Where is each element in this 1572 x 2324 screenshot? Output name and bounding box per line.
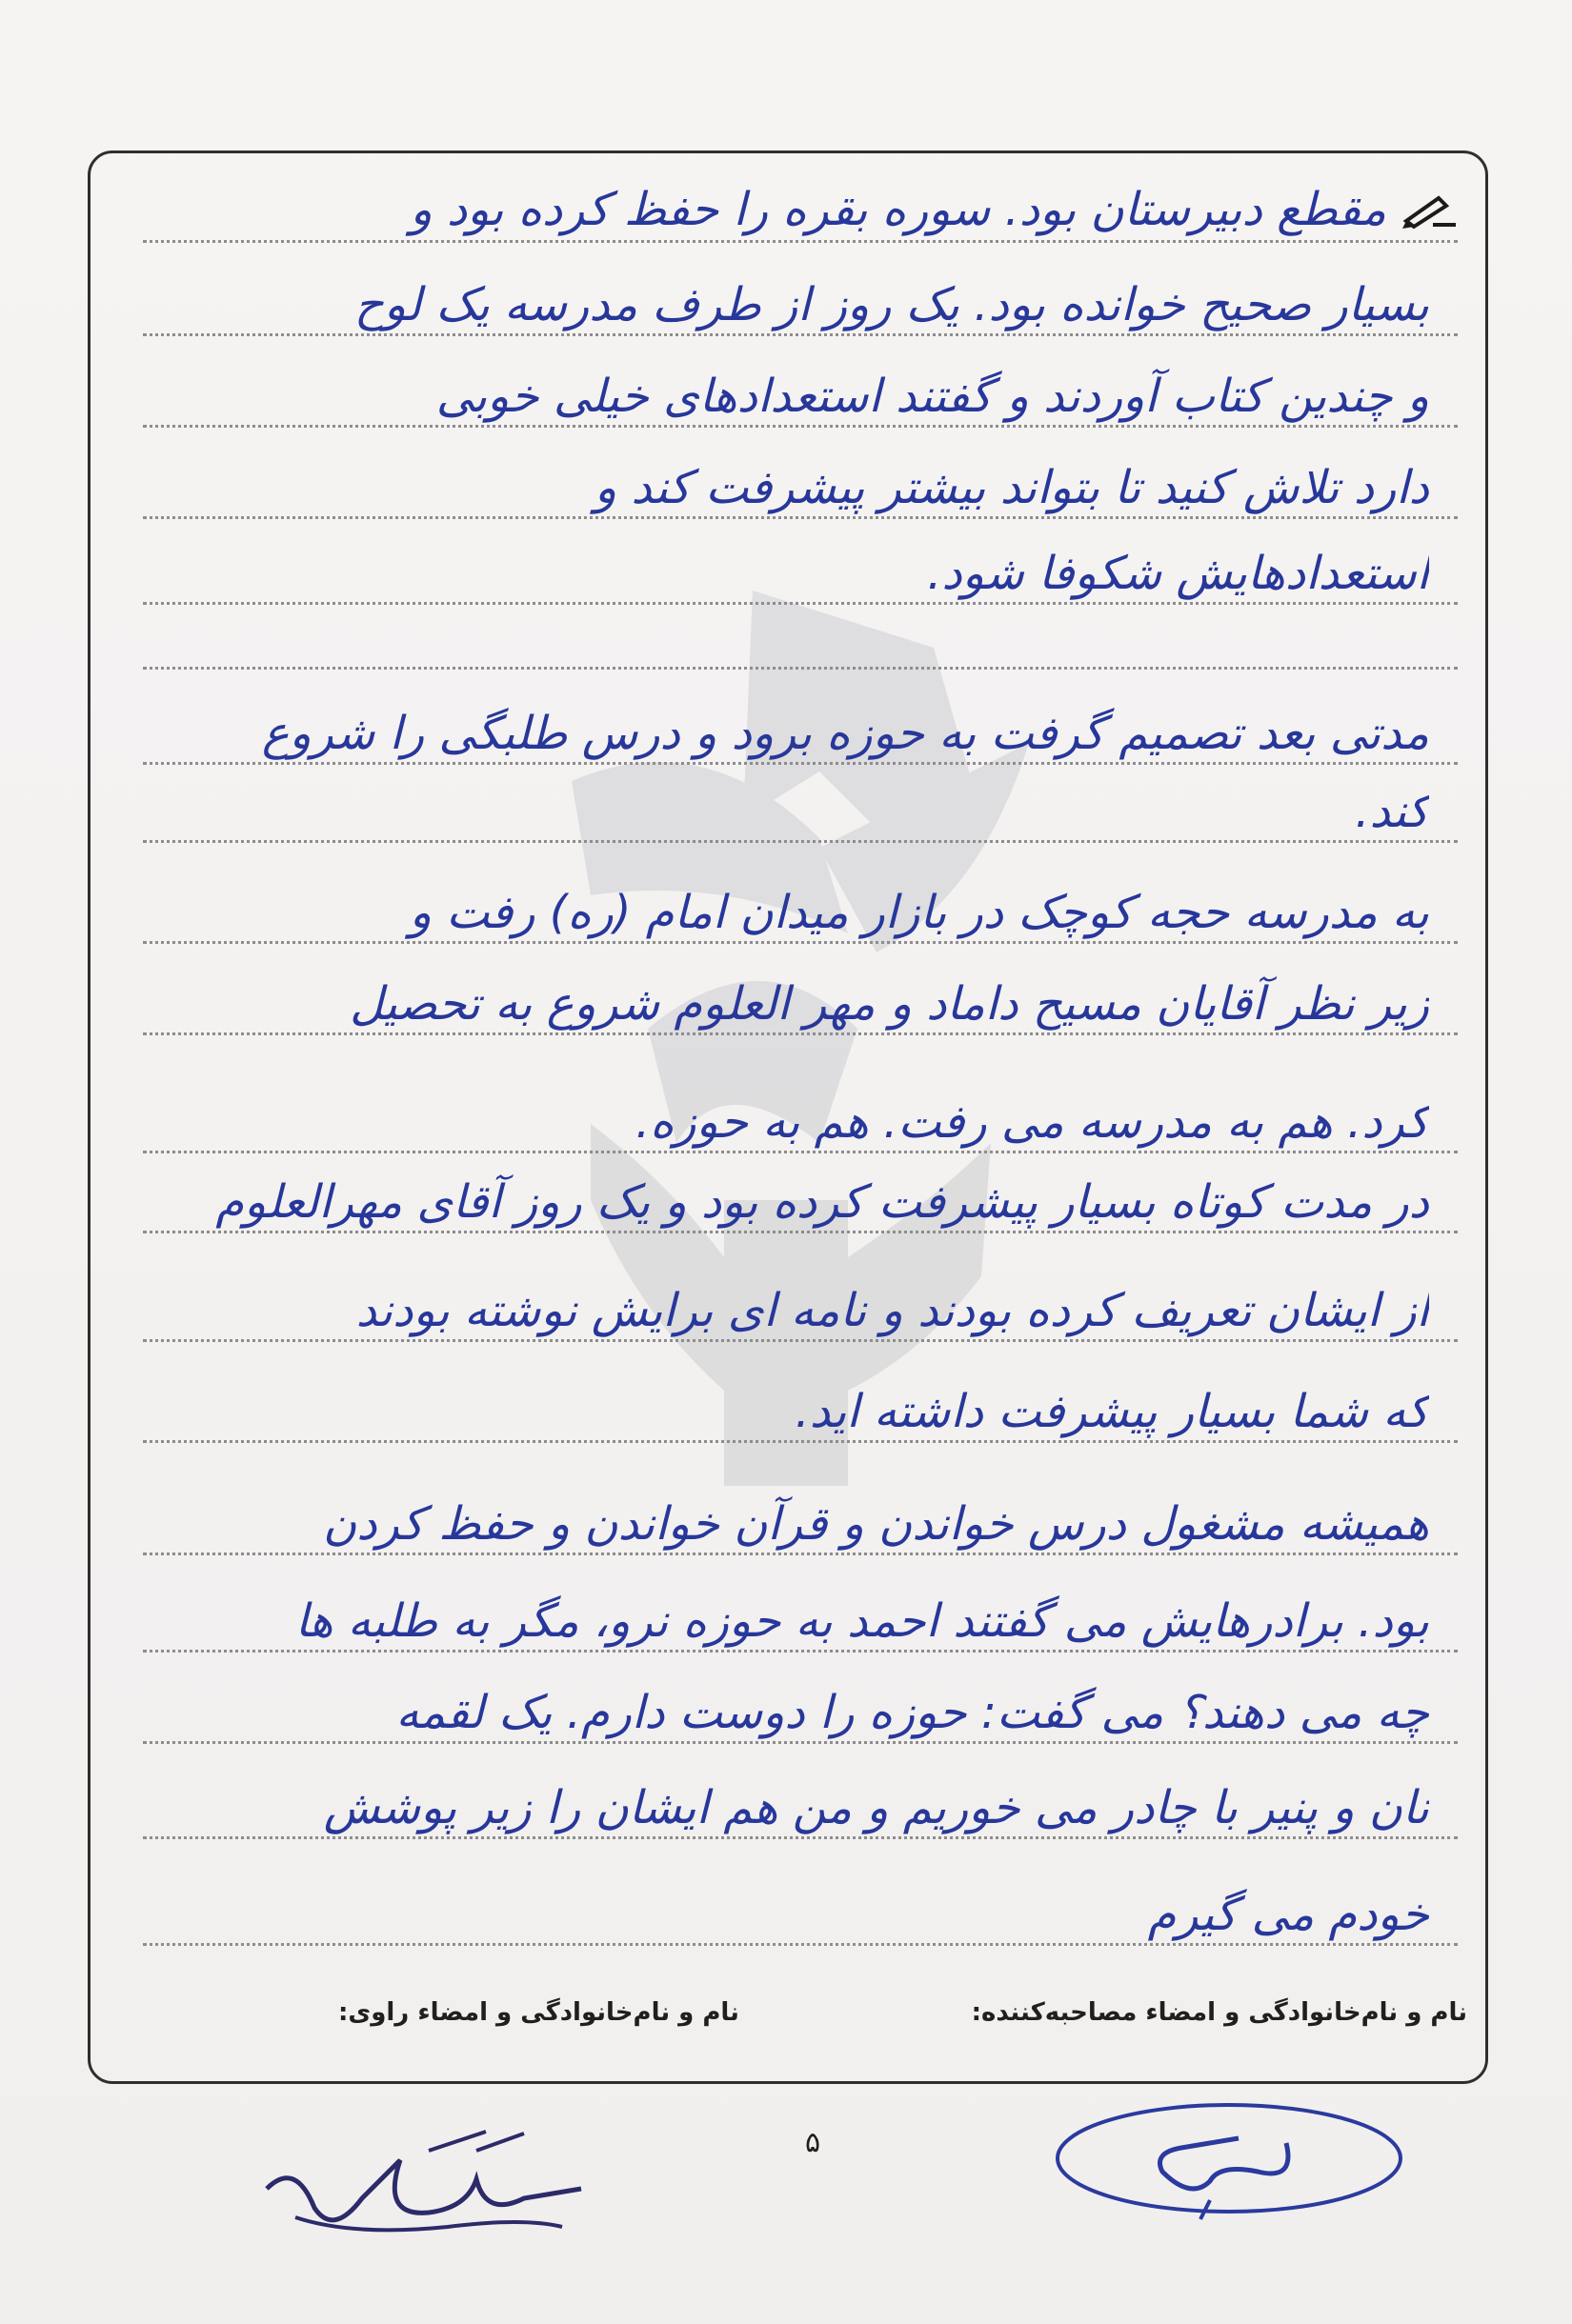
- ruled-line: [143, 240, 1458, 243]
- handwritten-line: خودم می گیرم: [1147, 1888, 1429, 1941]
- ruled-line: [143, 840, 1458, 843]
- handwritten-line: کند.: [1355, 785, 1429, 838]
- handwritten-signature-oval: [1048, 2095, 1410, 2229]
- interviewer-signature-label: نام و نام‌خانوادگی و امضاء مصاحبه‌کننده:: [971, 1998, 1467, 2027]
- ruled-line: [143, 602, 1458, 605]
- handwritten-line: همیشه مشغول درس خواندن و قرآن خواندن و حفظ کردن: [323, 1497, 1429, 1551]
- handwritten-line: کرد. هم به مدرسه می رفت. هم به حوزه.: [635, 1095, 1429, 1149]
- ruled-line: [143, 1836, 1458, 1839]
- ruled-line: [143, 1440, 1458, 1443]
- handwritten-line: استعدادهایش شکوفا شود.: [927, 547, 1429, 600]
- ruled-line: [143, 1032, 1458, 1035]
- ruled-line: [143, 1231, 1458, 1233]
- ruled-line: [143, 1151, 1458, 1153]
- handwritten-line: در مدت کوتاه بسیار پیشرفت کرده بود و یک روز آقای مهرالعلوم: [215, 1175, 1429, 1229]
- handwritten-line: مدتی بعد تصمیم گرفت به حوزه برود و درس طلبگی را شروع: [261, 707, 1429, 760]
- narrator-signature-label: نام و نام‌خانوادگی و امضاء راوی:: [338, 1998, 739, 2027]
- handwritten-line: زیر نظر آقایان مسیح داماد و مهر العلوم شروع به تحصیل: [350, 977, 1429, 1031]
- handwritten-signature: [238, 2122, 600, 2255]
- ruled-line: [143, 1553, 1458, 1555]
- ruled-line: [143, 941, 1458, 944]
- handwritten-line: مقطع دبیرستان بود. سوره بقره را حفظ کرده بود و: [410, 183, 1386, 236]
- handwritten-line: چه می دهند؟ می گفت: حوزه را دوست دارم. یک لقمه: [395, 1686, 1429, 1739]
- handwritten-line: به مدرسه حجه کوچک در بازار میدان امام (ره) رفت و: [409, 886, 1429, 939]
- handwritten-line: بسیار صحیح خوانده بود. یک روز از طرف مدرسه یک لوح: [353, 278, 1429, 331]
- ruled-lines: [143, 0, 1458, 2324]
- handwritten-line: بود. برادرهایش می گفتند احمد به حوزه نرو، مگر به طلبه ها: [294, 1594, 1429, 1648]
- ruled-line: [143, 762, 1458, 765]
- handwritten-line: نان و پنیر با چادر می خوریم و من هم ایشان را زیر پوشش: [323, 1781, 1429, 1834]
- ruled-line: [143, 1339, 1458, 1342]
- page-number: ۵: [804, 2126, 821, 2159]
- ruled-line: [143, 667, 1458, 670]
- handwritten-line: دارد تلاش کنید تا بتواند بیشتر پیشرفت کند و: [594, 461, 1429, 514]
- handwritten-line: از ایشان تعریف کرده بودند و نامه ای برایش نوشته بودند: [355, 1284, 1429, 1337]
- ruled-line: [143, 425, 1458, 428]
- ruled-line: [143, 1650, 1458, 1653]
- ruled-line: [143, 333, 1458, 336]
- pen-writing-icon: [1401, 192, 1458, 230]
- handwritten-line: و چندین کتاب آوردند و گفتند استعدادهای خیلی خوبی: [435, 370, 1429, 423]
- handwritten-line: که شما بسیار پیشرفت داشته اید.: [795, 1385, 1429, 1438]
- ruled-line: [143, 1741, 1458, 1744]
- ruled-line: [143, 1943, 1458, 1946]
- ruled-line: [143, 516, 1458, 519]
